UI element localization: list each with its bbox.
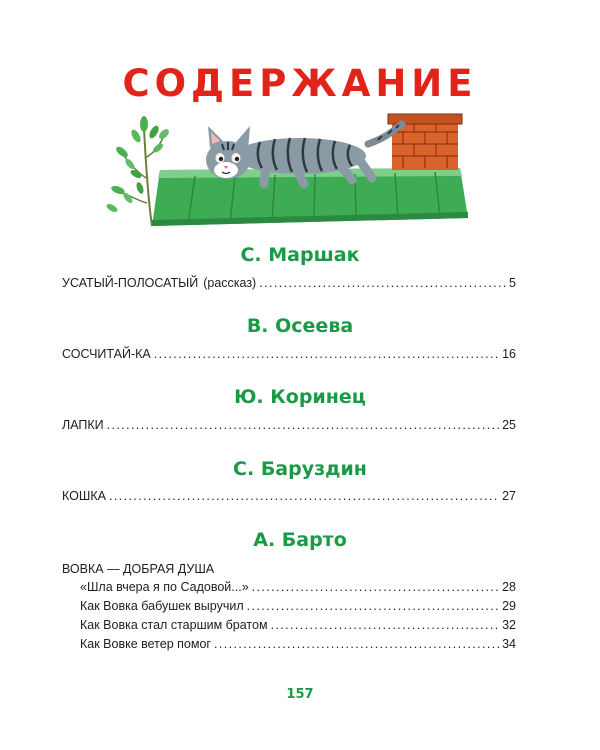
toc-entry-koshka[interactable] xyxy=(62,487,516,505)
toc-entry-veter-pomog[interactable] xyxy=(80,635,516,653)
toc-entry-page: 34 xyxy=(502,637,516,651)
toc-entry-title: «Шла вчера я по Садовой...» xyxy=(80,580,249,594)
dot-leader xyxy=(154,345,499,363)
toc-entry-lapki[interactable] xyxy=(62,416,516,434)
toc-cycle-title: ВОВКА — ДОБРАЯ ДУША xyxy=(62,562,215,576)
author-heading-korinets: Ю. Коринец xyxy=(234,386,366,408)
page-number: 157 xyxy=(286,687,314,702)
toc-entry-babushek-vyruchil[interactable] xyxy=(80,597,516,615)
toc-entry-starshim-bratom[interactable] xyxy=(80,616,516,634)
toc-entry-shla-vchera[interactable] xyxy=(80,578,516,596)
author-heading-oseeva: В. Осеева xyxy=(246,315,354,337)
toc-entry-page: 25 xyxy=(502,418,516,432)
toc-entry-title: Как Вовка стал старшим братом xyxy=(80,618,268,632)
toc-entry-title: КОШКА xyxy=(62,489,106,503)
toc-entry-title: ЛАПКИ xyxy=(62,418,104,432)
toc-entry-title: СОСЧИТАЙ-КА xyxy=(62,347,151,361)
toc-entry-soschitai-ka[interactable] xyxy=(62,345,516,363)
toc-entry-title: Как Вовке ветер помог xyxy=(80,637,211,651)
toc-entry-title: Как Вовка бабушек выручил xyxy=(80,599,244,613)
dot-leader xyxy=(252,578,499,596)
author-heading-barto: А. Барто xyxy=(253,529,347,551)
toc-entry-note: (рассказ) xyxy=(203,276,257,290)
toc-entry-page: 29 xyxy=(502,599,516,613)
toc-entry-page: 28 xyxy=(502,580,516,594)
author-heading-baruzdin: С. Баруздин xyxy=(233,458,367,480)
dot-leader xyxy=(107,416,499,434)
dot-leader xyxy=(247,597,499,615)
dot-leader xyxy=(259,274,506,292)
toc-entry-usatyi-polosatyi[interactable] xyxy=(62,274,516,292)
toc-entry-page: 32 xyxy=(502,618,516,632)
roof-icon xyxy=(152,168,468,226)
page-title: СОДЕРЖАНИЕ xyxy=(122,62,478,105)
toc-entry-page: 16 xyxy=(502,347,516,361)
cat-on-roof-illustration xyxy=(100,108,480,230)
toc-entry-title: УСАТЫЙ-ПОЛОСАТЫЙ (рассказ) xyxy=(62,276,257,290)
dot-leader xyxy=(214,635,499,653)
toc-entry-page: 27 xyxy=(502,489,516,503)
toc-entry-page: 5 xyxy=(509,276,516,290)
dot-leader xyxy=(271,616,500,634)
cat-icon xyxy=(206,124,402,184)
dot-leader xyxy=(109,487,499,505)
author-heading-marshak: С. Маршак xyxy=(240,244,360,266)
